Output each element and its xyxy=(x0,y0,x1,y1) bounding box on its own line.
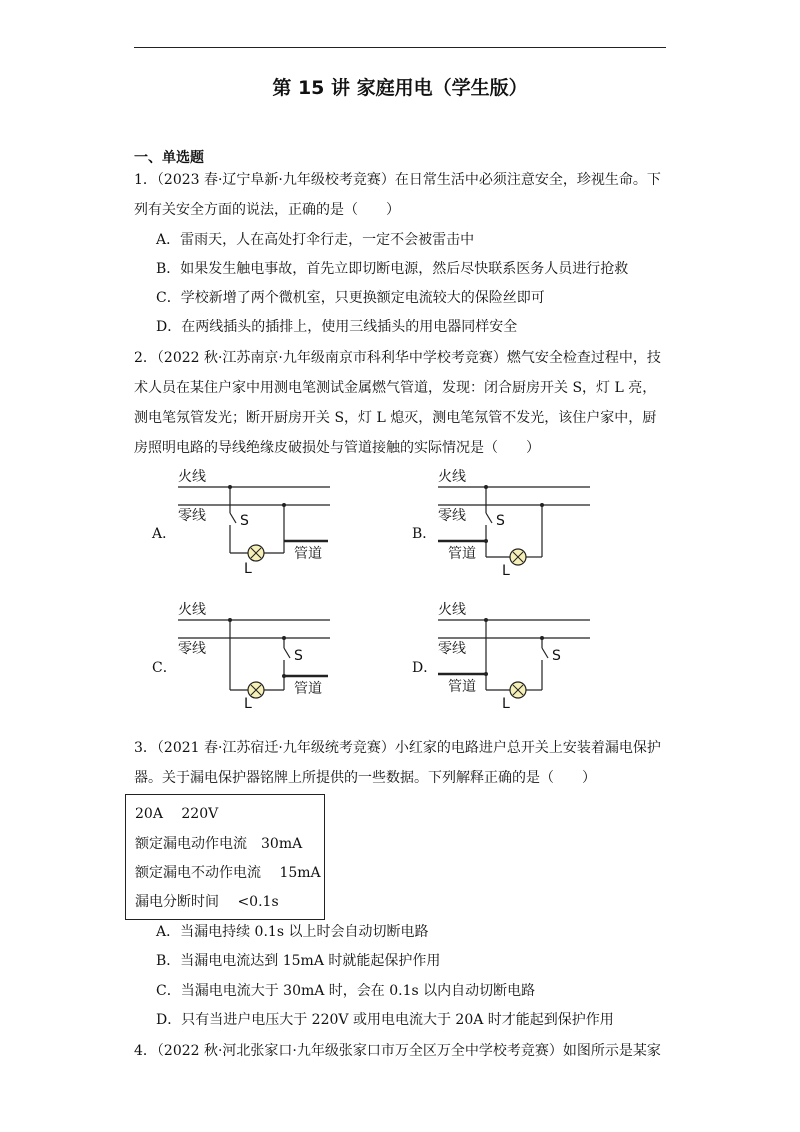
q2-option-c-label: C． xyxy=(152,660,177,676)
q2-stem-line-3: 测电笔氖管发光；断开厨房开关 S，灯 L 熄灭，测电笔氖管不发光，该住户家中，厨 xyxy=(134,410,657,426)
live-wire-label: 火线 xyxy=(178,469,206,485)
lamp-label: L xyxy=(502,563,510,579)
q2-stem-line-1: 2．（2022 秋·江苏南京·九年级南京市科利华中学校考竞赛）燃气安全检查过程中，技 xyxy=(134,350,661,366)
q2-option-d-label: D． xyxy=(412,660,438,676)
q3-option-d: D．只有当进户电压大于 220V 或用电电流大于 20A 时才能起到保护作用 xyxy=(156,1012,614,1028)
pipe-label: 管道 xyxy=(448,679,476,695)
q1-stem-line-1: 1．（2023 春·辽宁阜新·九年级校考竞赛）在日常生活中必须注意安全，珍视生命。下 xyxy=(134,172,661,188)
pipe-label: 管道 xyxy=(294,681,322,697)
neutral-wire-label: 零线 xyxy=(438,508,466,524)
neutral-wire-label: 零线 xyxy=(438,641,466,657)
q1-option-c: C．学校新增了两个微机室，只更换额定电流较大的保险丝即可 xyxy=(156,290,545,306)
q2-circuit-b xyxy=(430,465,600,579)
q2-stem-line-4: 房照明电路的导线绝缘皮破损处与管道接触的实际情况是（ ） xyxy=(134,440,540,456)
q2-circuit-c xyxy=(170,598,340,712)
switch-label: S xyxy=(294,648,303,664)
neutral-wire-label: 零线 xyxy=(178,508,206,524)
q2-stem-line-2: 术人员在某住户家中用测电笔测试金属燃气管道，发现：闭合厨房开关 S，灯 L 亮， xyxy=(134,380,657,396)
q3-option-c: C．当漏电电流大于 30mA 时，会在 0.1s 以内自动切断电路 xyxy=(156,983,536,999)
pipe-label: 管道 xyxy=(294,546,322,562)
q3-option-b: B．当漏电电流达到 15mA 时就能起保护作用 xyxy=(156,953,441,969)
nameplate-rating: 20A 220V xyxy=(135,806,219,822)
q2-circuit-a xyxy=(170,465,340,575)
neutral-wire-label: 零线 xyxy=(178,641,206,657)
q1-stem-line-2: 列有关安全方面的说法，正确的是（ ） xyxy=(134,202,400,218)
pipe-label: 管道 xyxy=(448,546,476,562)
page-title: 第 15 讲 家庭用电（学生版） xyxy=(272,77,528,99)
nameplate-no-trip-current: 额定漏电不动作电流 15mA xyxy=(135,865,321,881)
q3-stem-line-2: 器。关于漏电保护器铭牌上所提供的一些数据。下列解释正确的是（ ） xyxy=(134,770,596,786)
header-rule xyxy=(134,47,666,48)
lamp-label: L xyxy=(502,696,510,712)
q1-option-b: B．如果发生触电事故，首先立即切断电源，然后尽快联系医务人员进行抢救 xyxy=(156,261,629,277)
q3-option-a: A．当漏电持续 0.1s 以上时会自动切断电路 xyxy=(156,924,429,940)
switch-label: S xyxy=(552,648,561,664)
q2-option-a-label: A． xyxy=(152,526,177,542)
live-wire-label: 火线 xyxy=(438,602,466,618)
q2-option-b-label: B． xyxy=(412,526,437,542)
nameplate-box xyxy=(125,794,325,920)
q1-option-d: D．在两线插头的插排上，使用三线插头的用电器同样安全 xyxy=(156,319,518,335)
q4-stem-line-1: 4．（2022 秋·河北张家口·九年级张家口市万全区万全中学校考竞赛）如图所示是某家 xyxy=(134,1043,661,1059)
q2-circuit-d xyxy=(430,598,600,712)
nameplate-trip-time: 漏电分断时间 <0.1s xyxy=(135,894,279,910)
switch-label: S xyxy=(240,513,249,529)
live-wire-label: 火线 xyxy=(438,469,466,485)
switch-label: S xyxy=(496,513,505,529)
live-wire-label: 火线 xyxy=(178,602,206,618)
lamp-label: L xyxy=(244,561,252,577)
q3-stem-line-1: 3．（2021 春·江苏宿迁·九年级统考竞赛）小红家的电路进户总开关上安装着漏电保护 xyxy=(134,740,661,756)
q1-option-a: A．雷雨天，人在高处打伞行走，一定不会被雷击中 xyxy=(156,232,475,248)
lamp-label: L xyxy=(244,696,252,712)
nameplate-trip-current: 额定漏电动作电流 30mA xyxy=(135,836,303,852)
section-heading: 一、单选题 xyxy=(134,150,204,166)
